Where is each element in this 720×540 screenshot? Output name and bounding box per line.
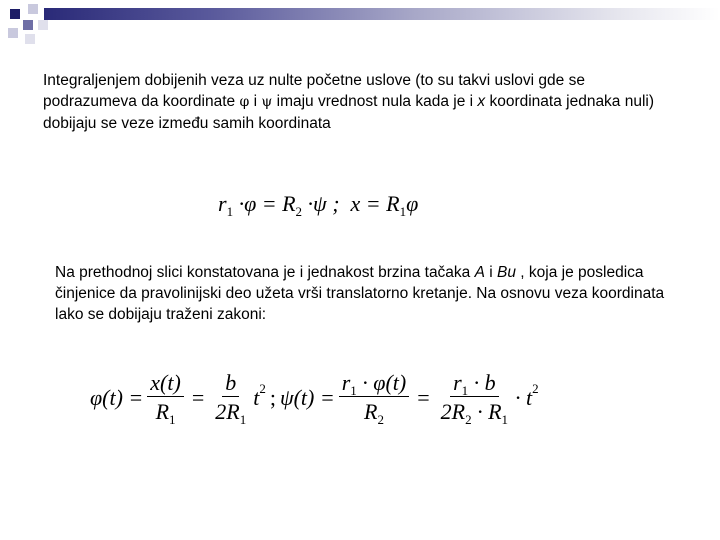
fraction-denominator xyxy=(438,397,511,427)
decor-square xyxy=(23,20,33,30)
text-segment: koordinata jednaka nuli) dobijaju se veze između samih koordinata xyxy=(43,93,655,132)
fraction xyxy=(147,370,184,427)
equals-sign: = xyxy=(417,384,430,410)
x-variable: x xyxy=(477,93,486,110)
formula-term: · b xyxy=(468,370,496,395)
phi-symbol: φ xyxy=(239,94,250,110)
formula-subscript: 1 xyxy=(461,383,469,398)
formula-subscript: 1 xyxy=(399,204,407,219)
fraction-denominator xyxy=(153,397,179,427)
text-segment: Integraljenjem dobijenih veza uz nulte početne uslove (to su takvi uslovi gde se podrazumeva da koordinate xyxy=(43,72,585,110)
text-segment: imaju vrednost nula kada je i xyxy=(272,93,478,110)
formula-term: 2R xyxy=(215,399,240,424)
formula-subscript: 2 xyxy=(295,204,303,219)
formula-term: r xyxy=(341,370,351,395)
formula-subscript: 2 xyxy=(465,412,472,427)
formula-term: φ(t) = xyxy=(90,384,144,410)
formula-subscript: 1 xyxy=(239,412,247,427)
formula-superscript: 2 xyxy=(259,381,266,396)
decor-square xyxy=(25,34,35,44)
coordinate-relation-formula xyxy=(218,191,419,219)
fraction xyxy=(212,370,249,427)
decor-square xyxy=(8,28,18,38)
formula-subscript: 1 xyxy=(169,412,176,427)
text-segment: i xyxy=(484,264,498,281)
decor-square xyxy=(28,4,38,14)
decor-square xyxy=(38,20,48,30)
text-segment: , koja je posledica činjenice da pravolinijski deo užeta vrši translatorno kretanje. Na osnovu veza koordinata lako se dobijaju traženi zakoni: xyxy=(55,264,665,323)
formula-term: 2R xyxy=(440,399,466,424)
motion-laws-formula xyxy=(90,370,539,427)
formula-term: ·ψ ; xyxy=(302,191,340,216)
formula-term: R xyxy=(155,399,170,424)
fraction-denominator xyxy=(361,397,387,427)
header-gradient-bar xyxy=(44,8,720,20)
formula-term: ·φ = xyxy=(233,191,283,216)
fraction xyxy=(339,370,410,427)
point-label: Bu xyxy=(497,264,516,281)
formula-subscript: 2 xyxy=(377,412,384,427)
formula-term: · φ(t) xyxy=(356,370,407,395)
text-segment: i xyxy=(249,93,262,110)
formula-term: R xyxy=(282,191,296,216)
formula-term: · R xyxy=(471,399,502,424)
header-decoration xyxy=(0,0,60,44)
fraction-numerator: x(t) xyxy=(147,372,184,397)
fraction-numerator: b xyxy=(222,372,239,397)
intro-paragraph xyxy=(43,70,683,134)
psi-symbol: ψ xyxy=(261,94,273,110)
formula-term: R xyxy=(386,191,400,216)
text-segment: Na prethodnoj slici konstatovana je i jednakost brzina tačaka xyxy=(55,264,475,281)
explanation-paragraph xyxy=(55,262,695,325)
formula-term: x = xyxy=(350,191,387,216)
fraction-numerator xyxy=(339,372,410,397)
formula-term: φ xyxy=(406,191,419,216)
formula-term: ψ(t) = xyxy=(279,384,335,410)
equals-sign: = xyxy=(191,384,205,410)
separator: ; xyxy=(269,384,276,410)
decor-square xyxy=(10,9,20,19)
point-label: A xyxy=(474,264,485,281)
formula-subscript: 1 xyxy=(501,412,509,427)
fraction xyxy=(438,370,511,427)
fraction-denominator xyxy=(212,397,249,427)
formula-term: t xyxy=(253,384,260,410)
formula-term: r xyxy=(218,191,227,216)
formula-superscript: 2 xyxy=(532,381,539,396)
fraction-numerator xyxy=(450,372,499,397)
formula-subscript: 1 xyxy=(226,204,234,219)
formula-subscript: 1 xyxy=(350,383,357,398)
formula-term: R xyxy=(363,399,378,424)
formula-term: r xyxy=(453,370,462,395)
formula-term: · t xyxy=(515,384,533,410)
